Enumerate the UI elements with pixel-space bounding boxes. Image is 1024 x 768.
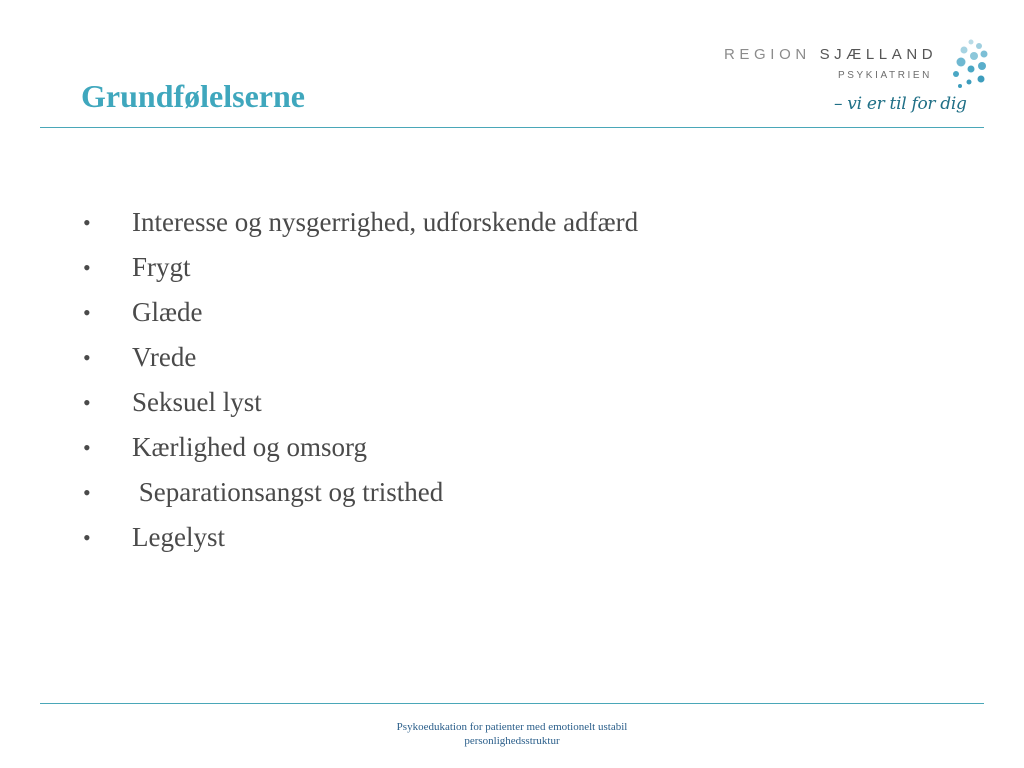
logo-region-bold: SJÆLLAND xyxy=(819,46,938,63)
list-item xyxy=(0,380,1024,425)
logo-region-light: REGION xyxy=(724,46,811,63)
list-item xyxy=(0,515,1024,560)
bullet-icon: • xyxy=(83,255,91,280)
list-item-text: Frygt xyxy=(132,252,191,282)
list-item xyxy=(0,425,1024,470)
title-divider xyxy=(40,127,984,128)
logo-division: PSYKIATRIEN xyxy=(838,70,932,81)
logo-tagline: – vi er til for dig xyxy=(834,94,967,114)
bullet-icon: • xyxy=(83,525,91,550)
list-item-text: Legelyst xyxy=(132,522,225,552)
bullet-icon: • xyxy=(83,345,91,370)
list-item xyxy=(0,335,1024,380)
logo-region-text xyxy=(724,46,937,63)
list-item-text: Seksuel lyst xyxy=(132,387,262,417)
footer-divider xyxy=(40,703,984,704)
bullet-list xyxy=(0,200,1024,560)
footer-line-1: Psykoedukation for patienter med emotionelt ustabil xyxy=(396,721,628,733)
list-item-text: Vrede xyxy=(132,342,197,372)
list-item-text: Glæde xyxy=(132,297,203,327)
slide-footer xyxy=(312,720,712,748)
list-item xyxy=(0,245,1024,290)
slide-title: Grundfølelserne xyxy=(81,78,305,114)
list-item-text: Interesse og nysgerrighed, udforskende adfærd xyxy=(132,207,639,237)
bullet-icon: • xyxy=(83,480,91,505)
list-item-text: Separationsangst og tristhed xyxy=(132,477,444,507)
bullet-icon: • xyxy=(83,210,91,235)
list-item xyxy=(0,470,1024,515)
bullet-icon: • xyxy=(83,435,91,460)
bullet-icon: • xyxy=(83,300,91,325)
list-item-text: Kærlighed og omsorg xyxy=(132,432,367,462)
footer-line-2: personlighedsstruktur xyxy=(464,735,560,747)
list-item xyxy=(0,200,1024,245)
region-sjaelland-logo xyxy=(720,36,990,128)
bullet-icon: • xyxy=(83,390,91,415)
list-item xyxy=(0,290,1024,335)
logo-dots-icon xyxy=(948,38,988,94)
